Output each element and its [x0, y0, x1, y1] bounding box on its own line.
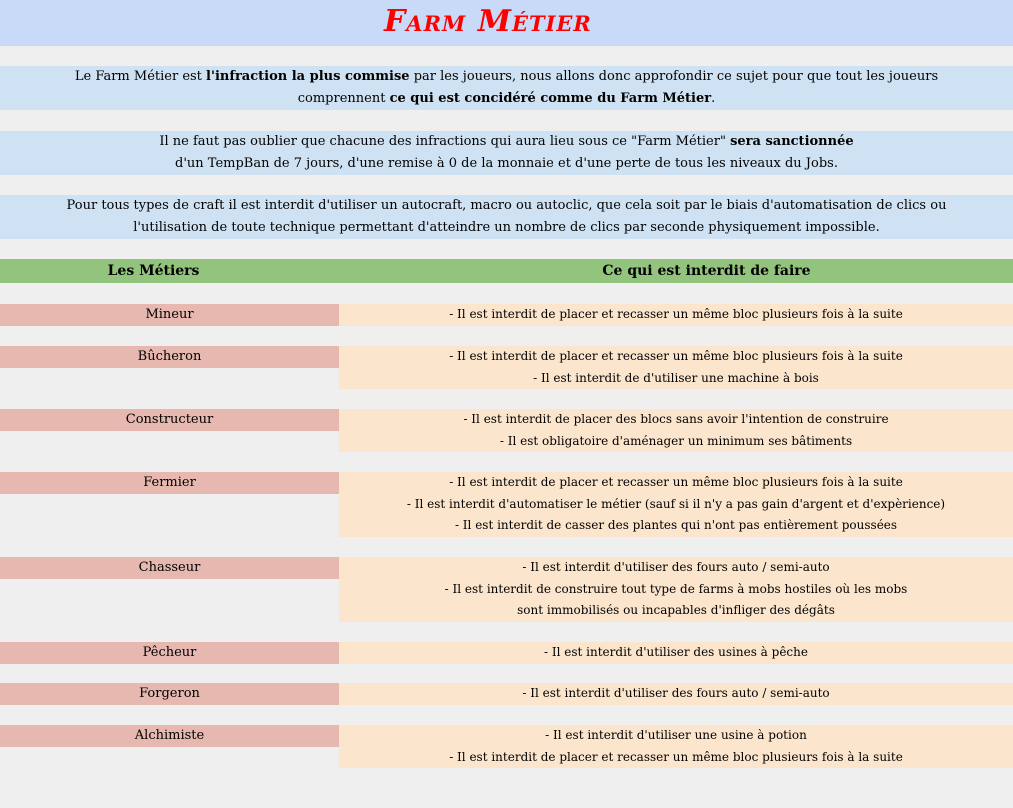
rule-line: - Il est interdit de casser des plantes qui n'ont pas entièrement poussées — [454, 518, 898, 532]
intro-3-text-b: l'utilisation de toute technique permettant d'atteindre un nombre de clics par seconde physiquement impossible. — [133, 220, 880, 235]
rule-line: - Il est interdit de placer des blocs sans avoir l'intention de construire — [463, 412, 889, 426]
rule-line: - Il est interdit de placer et recasser un même bloc plusieurs fois à la suite — [449, 749, 903, 764]
rule-line: sont immobilisés ou incapables d'infliger des dégâts — [517, 603, 835, 617]
rule-line: - Il est interdit de construire tout type de farms à mobs hostiles où les mobs — [444, 581, 908, 596]
intro-2-text-a: Il ne faut pas oublier que chacune des infractions qui aura lieu sous ce "Farm Métier" — [159, 134, 731, 149]
rule-line: - Il est obligatoire d'aménager un minimum ses bâtiments — [499, 433, 853, 448]
intro-paragraph-2 — [0, 131, 1013, 175]
rules-cell — [339, 683, 1013, 705]
job-cell: Mineur — [0, 304, 339, 326]
rule-line: - Il est interdit d'utiliser des fours auto / semi-auto — [522, 686, 830, 700]
intro-1-text-a: Le Farm Métier est — [74, 69, 207, 84]
intro-3-text-a: Pour tous types de craft il est interdit d'utiliser un autocraft, macro ou autoclic, que cela soit par le biais d'automatisation de clics ou — [66, 198, 947, 213]
rules-cell — [339, 409, 1013, 452]
job-cell: Pêcheur — [0, 642, 339, 664]
job-cell: Alchimiste — [0, 725, 339, 747]
job-cell: Fermier — [0, 472, 339, 494]
job-cell: Constructeur — [0, 409, 339, 431]
job-cell: Forgeron — [0, 683, 339, 705]
rule-line: - Il est interdit de placer et recasser un même bloc plusieurs fois à la suite — [449, 349, 903, 363]
rule-line: - Il est interdit d'utiliser une usine à potion — [545, 728, 807, 742]
intro-2-bold: sera sanctionnée — [730, 134, 854, 149]
rules-cell — [339, 346, 1013, 389]
column-header-rules: Ce qui est interdit de faire — [602, 263, 811, 279]
intro-paragraph-3 — [0, 195, 1013, 239]
intro-1-text-c: comprennent — [297, 91, 390, 106]
page-title: Farm Métier — [384, 4, 592, 39]
rule-line: - Il est interdit de d'utiliser une machine à bois — [533, 370, 819, 385]
rule-line: - Il est interdit d'automatiser le métier (sauf si il n'y a pas gain d'argent et d'expèrience) — [406, 496, 946, 511]
rules-cell — [339, 725, 1013, 768]
rules-cell — [339, 304, 1013, 326]
intro-1-bold-a: l'infraction la plus commise — [206, 69, 410, 84]
rule-line: - Il est interdit de placer et recasser un même bloc plusieurs fois à la suite — [449, 475, 903, 489]
job-cell: Chasseur — [0, 557, 339, 579]
column-header-jobs: Les Métiers — [107, 263, 200, 279]
rules-cell — [339, 472, 1013, 537]
rules-cell — [339, 557, 1013, 622]
rule-line: - Il est interdit d'utiliser des usines à pêche — [544, 645, 808, 659]
intro-1-bold-b: ce qui est concidéré comme du Farm Métier — [389, 91, 712, 106]
rule-line: - Il est interdit de placer et recasser un même bloc plusieurs fois à la suite — [449, 307, 903, 321]
intro-1-text-d: . — [711, 91, 716, 106]
intro-2-text-b: d'un TempBan de 7 jours, d'une remise à 0 de la monnaie et d'une perte de tous les niveaux du Jobs. — [175, 156, 838, 171]
job-cell: Bûcheron — [0, 346, 339, 368]
intro-paragraph-1 — [0, 66, 1013, 110]
intro-1-text-b: par les joueurs, nous allons donc approfondir ce sujet pour que tout les joueurs — [409, 69, 939, 84]
rule-line: - Il est interdit d'utiliser des fours auto / semi-auto — [522, 560, 830, 574]
rules-cell — [339, 642, 1013, 664]
